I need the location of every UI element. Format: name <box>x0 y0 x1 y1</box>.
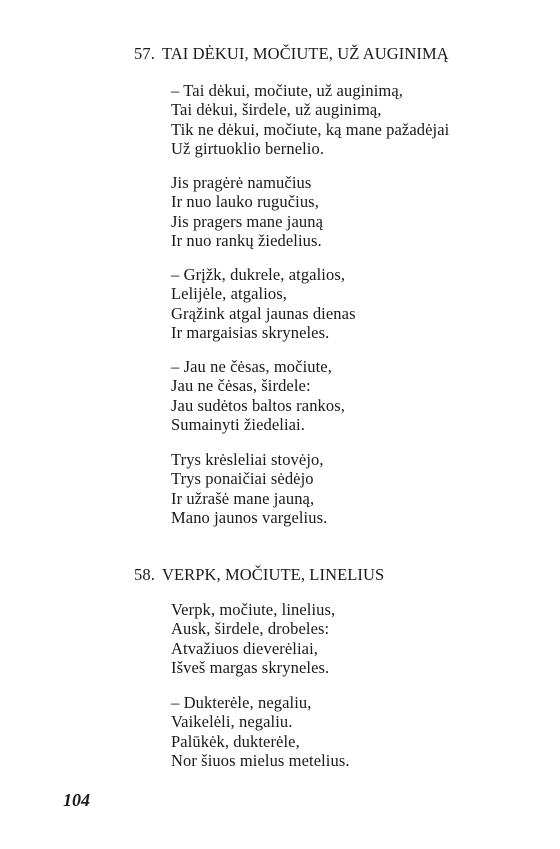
stanza <box>171 450 327 528</box>
verse-line: Jau sudėtos baltos rankos, <box>171 395 345 415</box>
verse-line: – Dukterėle, negaliu, <box>171 693 312 712</box>
verse-line: Verpk, močiute, linelius, <box>171 600 336 619</box>
verse-line: Nor šiuos mielus metelius. <box>171 751 350 771</box>
verse-line: Lelijėle, atgalios, <box>171 284 287 304</box>
verse-line: Mano jaunos vargelius. <box>171 508 328 528</box>
stanza <box>171 173 323 251</box>
verse-line: Ir margaisias skryneles. <box>171 323 330 343</box>
verse-line: Ir užrašė mane jauną, <box>171 488 315 508</box>
song-title-58 <box>134 565 384 585</box>
song-title-text: TAI DĖKUI, MOČIUTE, UŽ AUGINIMĄ <box>161 44 449 63</box>
verse-line: Trys ponaičiai sėdėjo <box>171 469 314 489</box>
verse-line: Trys krėsleliai stovėjo, <box>171 450 324 469</box>
verse-line: – Grįžk, dukrele, atgalios, <box>171 265 346 284</box>
verse-line: Ir nuo rankų žiedelius. <box>171 231 322 251</box>
verse-line: Grąžink atgal jaunas dienas <box>171 303 356 323</box>
verse-line: Tai dėkui, širdele, už auginimą, <box>171 100 382 120</box>
verse-line: Jau ne čėsas, širdele: <box>171 376 311 396</box>
verse-line: Sumainyti žiedeliai. <box>171 415 305 435</box>
verse-line: Atvažiuos dieverėliai, <box>171 638 318 658</box>
page-number: 104 <box>63 790 90 810</box>
verse-line: Jis pragers mane jauną <box>171 211 324 231</box>
verse-line: Ir nuo lauko rugučius, <box>171 192 319 212</box>
verse-line: – Tai dėkui, močiute, už auginimą, <box>171 81 403 100</box>
verse-line: Tik ne dėkui, močiute, ką mane pažadėjai <box>171 119 450 139</box>
verse-line: Išveš margas skryneles. <box>171 658 330 678</box>
song-number: 58. <box>134 565 155 584</box>
song-number: 57. <box>134 44 155 63</box>
stanza <box>171 265 356 343</box>
verse-line: – Jau ne čėsas, močiute, <box>171 357 332 376</box>
verse-line: Vaikelėli, negaliu. <box>171 712 293 732</box>
stanza <box>171 600 335 678</box>
verse-line: Jis pragėrė namučius <box>171 173 312 192</box>
song-title-text: VERPK, MOČIUTE, LINELIUS <box>161 565 385 584</box>
verse-line: Palūkėk, dukterėle, <box>171 731 300 751</box>
song-title-57 <box>134 44 449 64</box>
verse-line: Už girtuoklio bernelio. <box>171 139 325 159</box>
verse-line: Ausk, širdele, drobeles: <box>171 619 330 639</box>
stanza <box>171 693 350 771</box>
stanza <box>171 357 345 435</box>
stanza <box>171 81 449 159</box>
